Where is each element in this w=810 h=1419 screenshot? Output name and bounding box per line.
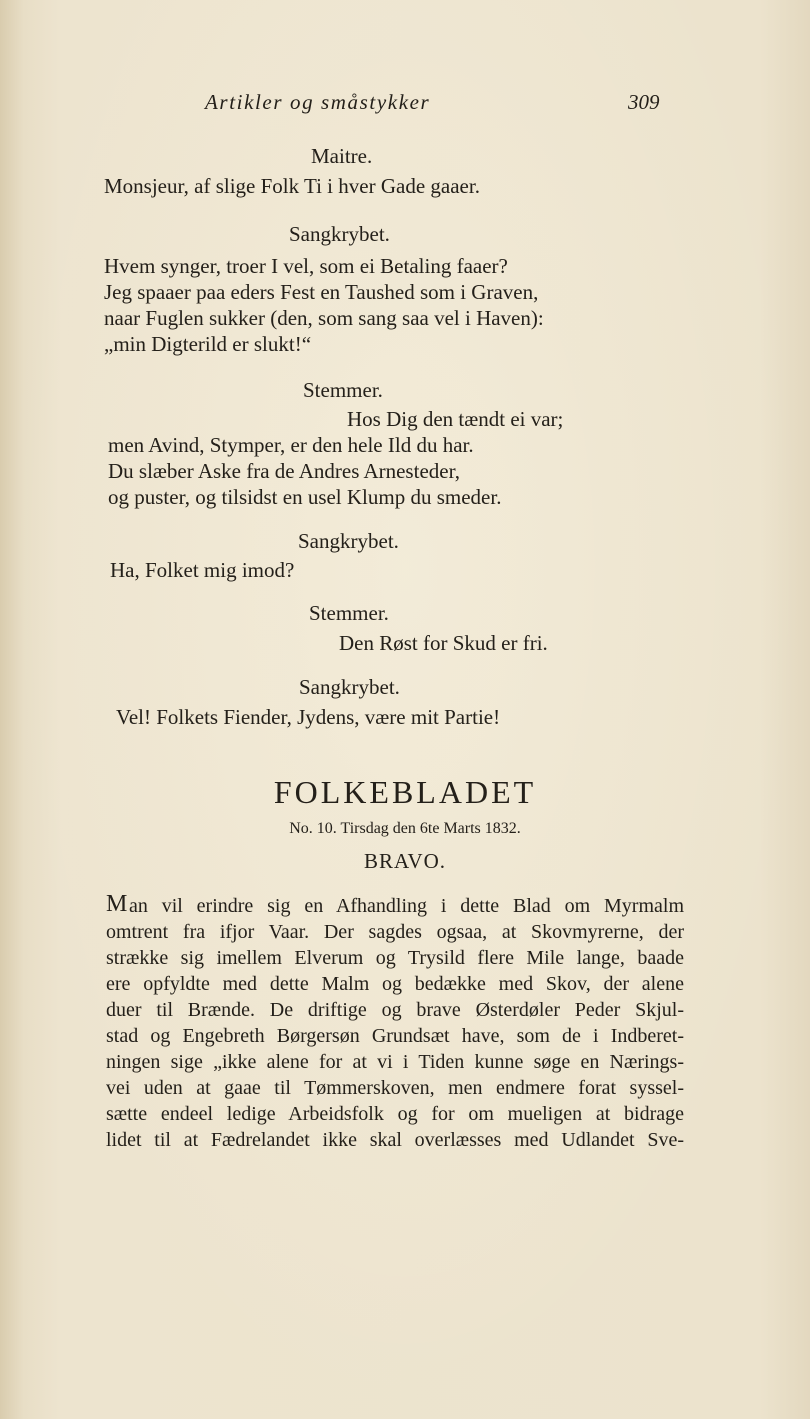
body-line: lidet til at Fædrelandet ikke skal overlæsses med Udlandet Sve- [106,1129,684,1151]
drop-cap: M [106,891,128,917]
poem-line: Hvem synger, troer I vel, som ei Betaling faaer? [104,254,508,278]
body-line: an vil erindre sig en Afhandling i dette Blad om Myrmalm [129,895,684,917]
poem-line: Ha, Folket mig imod? [110,558,295,582]
poem-line: og puster, og tilsidst en usel Klump du smeder. [108,485,502,509]
poem-line: Monsjeur, af slige Folk Ti i hver Gade gaaer. [104,174,480,198]
body-line: strække sig imellem Elverum og Trysild flere Mile lange, baade [106,947,684,969]
speaker-label: Sangkrybet. [299,675,400,699]
body-line: duer til Brænde. De driftige og brave Østerdøler Peder Skjul- [106,999,684,1021]
body-line: ningen sige „ikke alene for at vi i Tiden kunne søge en Nærings- [106,1051,684,1073]
poem-line: Den Røst for Skud er fri. [339,631,548,655]
poem-line: Hos Dig den tændt ei var; [347,407,564,431]
article-heading: BRAVO. [363,849,447,873]
speaker-label: Stemmer. [303,378,383,402]
body-line: omtrent fra ifjor Vaar. Der sagdes ogsaa, at Skovmyrerne, der [106,921,684,943]
poem-line: Vel! Folkets Fiender, Jydens, være mit Partie! [116,705,501,729]
newspaper-title: FOLKEBLADET [273,774,537,810]
body-line: sætte endeel ledige Arbeidsfolk og for om mueligen at bidrage [106,1103,684,1125]
speaker-label: Sangkrybet. [289,222,390,246]
poem-line: Jeg spaaer paa eders Fest en Taushed som i Graven, [104,280,539,304]
page-number: 309 [628,90,660,114]
body-line: vei uden at gaae til Tømmerskoven, men endmere forat syssel- [106,1077,684,1099]
speaker-label: Stemmer. [309,601,389,625]
poem-line: men Avind, Stymper, er den hele Ild du har. [108,433,474,457]
body-line: stad og Engebreth Børgersøn Grundsæt have, som de i Indberet- [106,1025,684,1047]
running-header-title: Artikler og småstykker [205,90,431,114]
issue-dateline: No. 10. Tirsdag den 6te Marts 1832. [289,820,521,837]
poem-line: Du slæber Aske fra de Andres Arnesteder, [108,459,460,483]
poem-line: „min Digterild er slukt!“ [104,332,312,356]
poem-line: naar Fuglen sukker (den, som sang saa vel i Haven): [104,306,544,330]
speaker-label: Sangkrybet. [298,529,399,553]
speaker-label: Maitre. [311,144,373,168]
body-line: ere opfyldte med dette Malm og bedække med Skov, der alene [106,973,684,995]
